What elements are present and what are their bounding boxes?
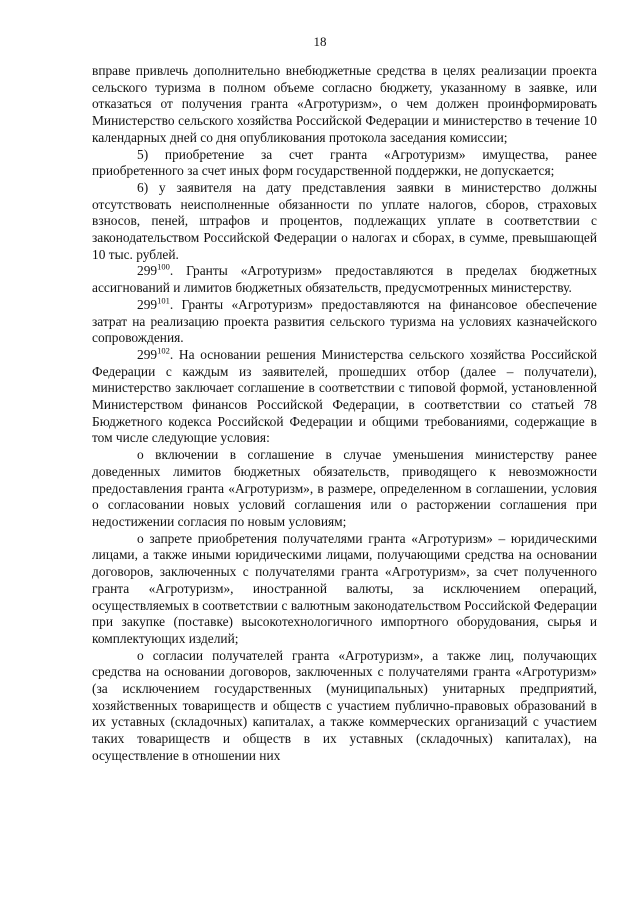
paragraph: 5) приобретение за счет гранта «Агротуризм» имущества, ранее приобретенного за счет иных форм государственной поддержки, не допускается; — [92, 146, 597, 179]
clause-superscript: 102 — [157, 345, 170, 356]
document-body — [92, 63, 597, 765]
paragraph-text: . На основании решения Министерства сельского хозяйства Российской Федерации с каждым из заявителей, прошедших отбор (далее – получатели), министерство заключает соглашение в соответствии с типовой формой, установленной Министерством финансов Российской Федерации, в соответствии со статьей 78 Бюджетного кодекса Российской Федерации и общими требованиями, содержащие в том числе следующие условия: — [92, 346, 597, 446]
clause-superscript: 100 — [157, 261, 170, 272]
paragraph: о согласии получателей гранта «Агротуризм», а также лиц, получающих средства на основании договоров, заключенных с получателями гранта «Агротуризм» (за исключением государственных (муниципальных) унитарных предприятий, хозяйственных товариществ и обществ с участием публично-правовых образований в их уставных (складочных) капиталах, а также коммерческих организаций с участием таких товариществ и обществ в их уставных (складочных) капиталах), на осуществление в отношении них — [92, 647, 597, 763]
paragraph — [92, 297, 597, 347]
paragraph: вправе привлечь дополнительно внебюджетные средства в целях реализации проекта сельского туризма в полном объеме согласно бюджету, указанному в заявке, или отказаться от получения гранта «Агротуризм», о чем должен проинформировать Министерство сельского хозяйства Российской Федерации и министерство в течение 10 календарных дней со дня опубликования протокола заседания комиссии; — [92, 63, 597, 145]
paragraph — [92, 347, 597, 447]
paragraph — [92, 263, 597, 296]
paragraph-text: . Гранты «Агротуризм» предоставляются в пределах бюджетных ассигнований и лимитов бюджетных обязательств, предусмотренных министерству. — [92, 263, 597, 296]
page-number: 18 — [313, 34, 327, 49]
clause-number: 299 — [137, 296, 158, 312]
clause-number: 299 — [137, 346, 158, 362]
clause-number: 299 — [137, 263, 158, 279]
paragraph-text: . Гранты «Агротуризм» предоставляются на финансовое обеспечение затрат на реализацию проекта развития сельского туризма на условиях казначейского сопровождения. — [92, 296, 597, 346]
clause-superscript: 101 — [157, 295, 170, 306]
paragraph: о запрете приобретения получателями гранта «Агротуризм» – юридическими лицами, а также иными юридическими лицами, получающими средства на основании договоров, заключенных с получателями гранта «Агротуризм», за счет полученного гранта «Агротуризм», иностранной валюты, за исключением операций, осуществляемых в соответствии с валютным законодательством Российской Федерации при закупке (поставке) высокотехнологичного импортного оборудования, сырья и комплектующих изделий; — [92, 530, 597, 646]
paragraph: о включении в соглашение в случае уменьшения министерству ранее доведенных лимитов бюджетных обязательств, приводящего к невозможности предоставления гранта «Агротуризм», в размере, определенном в соглашении, условия о согласовании новых условий соглашения или о расторжении соглашения при недостижении согласия по новым условиям; — [92, 447, 597, 529]
paragraph: 6) у заявителя на дату представления заявки в министерство должны отсутствовать неисполненные обязанности по уплате налогов, сборов, страховых взносов, пеней, штрафов и процентов, подлежащих уплате в соответствии с законодательством Российской Федерации о налогах и сборах, в сумме, превышающей 10 тыс. рублей. — [92, 179, 597, 262]
